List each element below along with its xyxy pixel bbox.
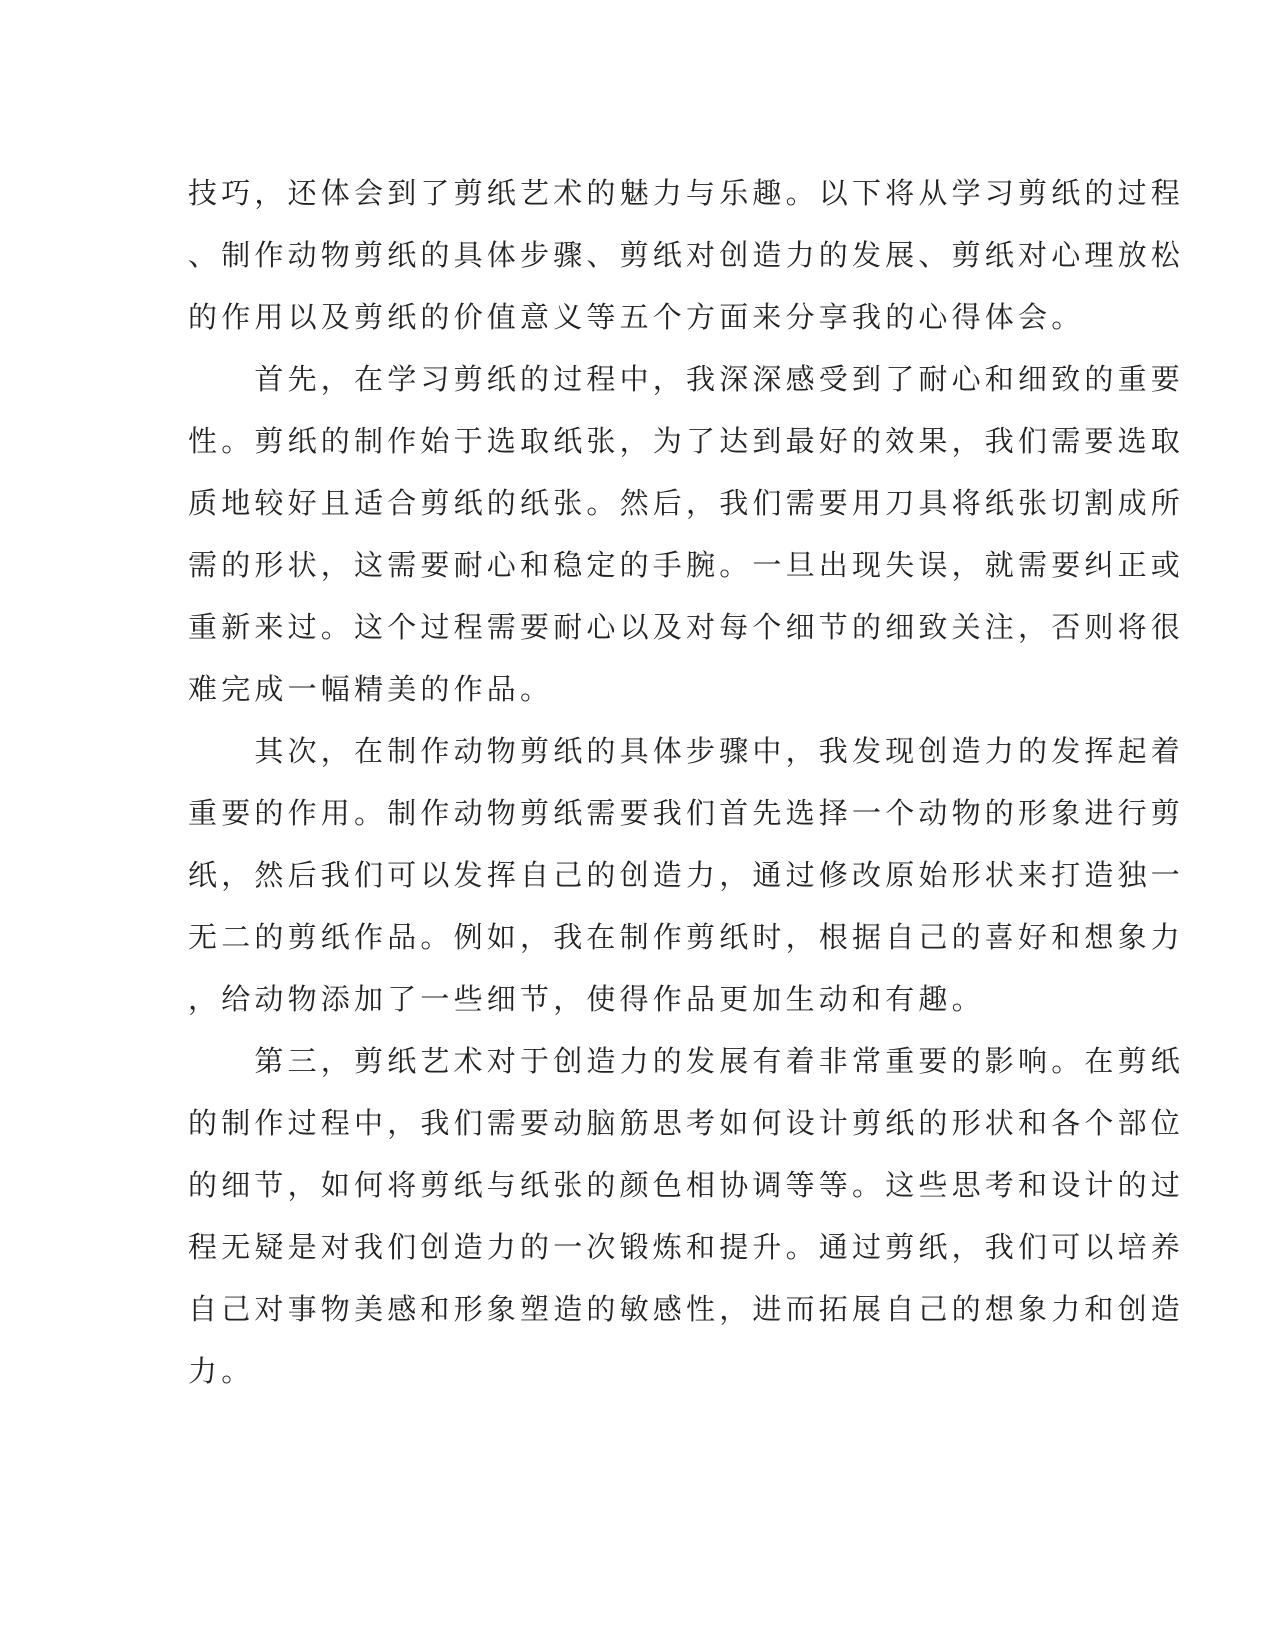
text-line: 质地较好且适合剪纸的纸张。然后，我们需要用刀具将纸张切割成所 (188, 486, 1185, 520)
text-line: 重要的作用。制作动物剪纸需要我们首先选择一个动物的形象进行剪 (188, 796, 1185, 830)
text-line: 的细节，如何将剪纸与纸张的颜色相协调等等。这些思考和设计的过 (188, 1168, 1185, 1202)
text-line: 性。剪纸的制作始于选取纸张，为了达到最好的效果，我们需要选取 (188, 424, 1185, 458)
text-line: 难完成一幅精美的作品。 (188, 672, 554, 706)
text-line: 首先，在学习剪纸的过程中，我深深感受到了耐心和细致的重要 (188, 362, 1185, 396)
text-line: 的作用以及剪纸的价值意义等五个方面来分享我的心得体会。 (188, 300, 1085, 334)
text-line: 力。 (188, 1354, 255, 1388)
text-line: 重新来过。这个过程需要耐心以及对每个细节的细致关注，否则将很 (188, 610, 1185, 644)
text-line: 的制作过程中，我们需要动脑筋思考如何设计剪纸的形状和各个部位 (188, 1106, 1185, 1140)
text-line: 纸，然后我们可以发挥自己的创造力，通过修改原始形状来打造独一 (188, 858, 1185, 892)
text-line: ，给动物添加了一些细节，使得作品更加生动和有趣。 (188, 982, 985, 1016)
body-text (188, 162, 1185, 1402)
text-line: 第三，剪纸艺术对于创造力的发展有着非常重要的影响。在剪纸 (188, 1044, 1185, 1078)
text-line: 需的形状，这需要耐心和稳定的手腕。一旦出现失误，就需要纠正或 (188, 548, 1185, 582)
text-line: 无二的剪纸作品。例如，我在制作剪纸时，根据自己的喜好和想象力 (188, 920, 1185, 954)
text-line: 技巧，还体会到了剪纸艺术的魅力与乐趣。以下将从学习剪纸的过程 (188, 176, 1185, 210)
text-line: 自己对事物美感和形象塑造的敏感性，进而拓展自己的想象力和创造 (188, 1292, 1185, 1326)
text-line: 其次，在制作动物剪纸的具体步骤中，我发现创造力的发挥起着 (188, 734, 1185, 768)
text-line: 程无疑是对我们创造力的一次锻炼和提升。通过剪纸，我们可以培养 (188, 1230, 1185, 1264)
text-line: 、制作动物剪纸的具体步骤、剪纸对创造力的发展、剪纸对心理放松 (188, 238, 1185, 272)
